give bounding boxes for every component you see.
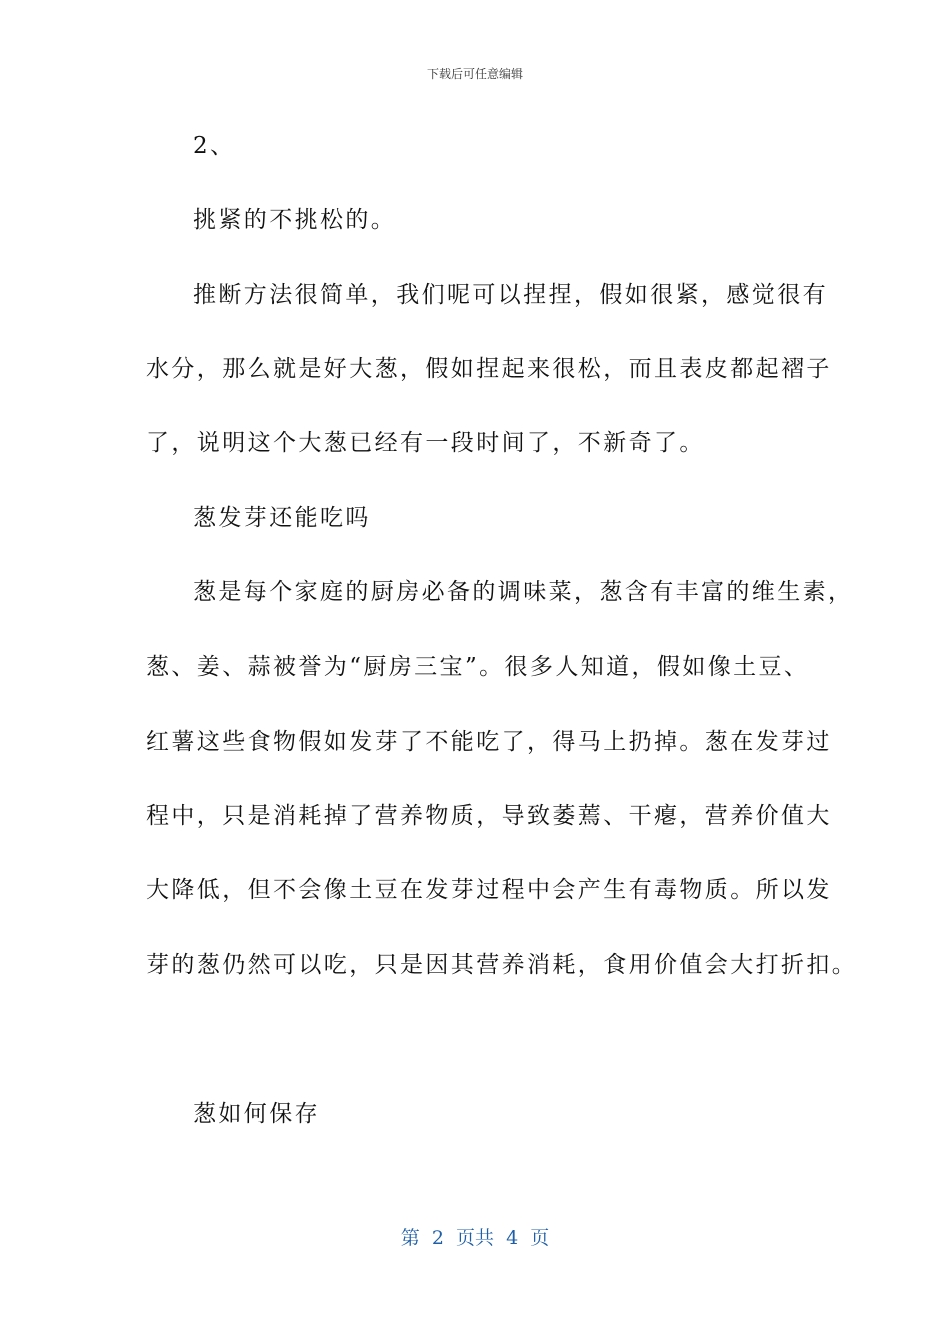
section-heading-storage: 葱如何保存 [193, 1101, 320, 1127]
page-header-note: 下载后可任意编辑 [426, 67, 523, 81]
list-number: 2、 [193, 133, 236, 159]
subheading-pick-firm: 挑紧的不挑松的。 [193, 207, 397, 233]
paragraph-line: 红薯这些食物假如发芽了不能吃了，得马上扔掉。葱在发芽过 [146, 729, 832, 755]
paragraph-line: 水分，那么就是好大葱，假如捏起来很松，而且表皮都起褶子 [146, 356, 832, 382]
section-heading-sprouting: 葱发芽还能吃吗 [193, 505, 371, 531]
paragraph-line: 推断方法很简单，我们呢可以捏捏，假如很紧，感觉很有 [193, 282, 828, 308]
page-number-footer: 第 2 页共 4 页 [400, 1227, 550, 1249]
paragraph-line: 大降低，但不会像土豆在发芽过程中会产生有毒物质。所以发 [146, 877, 832, 903]
paragraph-line: 芽的葱仍然可以吃，只是因其营养消耗，食用价值会大打折扣。 [146, 952, 858, 978]
paragraph-line: 程中，只是消耗掉了营养物质，导致萎蔫、干瘪，营养价值大 [146, 803, 832, 829]
paragraph-line: 葱、姜、蒜被誉为“厨房三宝”。很多人知道，假如像土豆、 [146, 654, 810, 680]
paragraph-line: 了，说明这个大葱已经有一段时间了，不新奇了。 [146, 430, 705, 456]
paragraph-line: 葱是每个家庭的厨房必备的调味菜，葱含有丰富的维生素， [193, 579, 854, 605]
